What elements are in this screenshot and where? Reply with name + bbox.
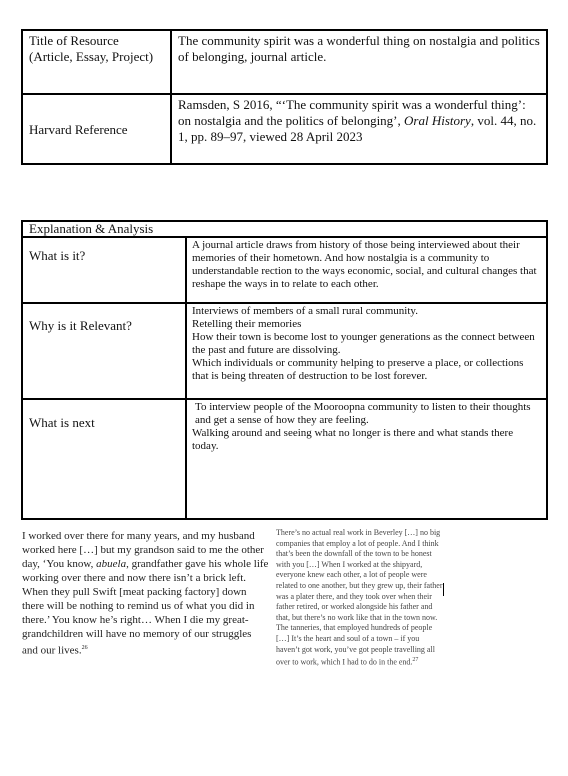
- why-line: Retelling their memories: [192, 318, 302, 330]
- why-row: [22, 303, 547, 399]
- harvard-journal: Oral History: [404, 113, 471, 128]
- harvard-text-start: Ramsden, S 2016, “‘The community spirit was a wonderful thing’: on nostalgia and the politics of belonging’,: [178, 97, 526, 128]
- next-line: To interview people of the Mooroopna community to listen to their thoughts and get a sense of how they are feeling.: [195, 401, 531, 426]
- analysis-header-row: [22, 221, 547, 237]
- quote-left-footnote: 26: [81, 645, 88, 651]
- harvard-text-end: , vol. 44, no. 1, pp. 89–97, viewed 28 April 2023: [178, 113, 537, 144]
- why-value: [186, 303, 547, 399]
- harvard-label: Harvard Reference: [22, 94, 171, 164]
- analysis-table: [21, 220, 548, 520]
- quote-excerpt-left: [22, 529, 270, 658]
- quote-right-text: There’s no actual real work in Beverley […] no big companies that employ a lot of people. And I think that’s been the downfall of the town to be honest with you […] When I worked at the shipyard, everyone knew each other, a lot of people were related to one another, but they grew up, their father was a plater there, and they took over when their father retired, or worked alongside his father and that, but there’s no work like that in the town now. The tanneries, that employed hundreds of people […] It’s the heart and soul of a town – if you haven’t got work, you’ve got people travelling all over to work, which I had to do in the end.: [276, 528, 443, 667]
- next-value: [186, 399, 547, 519]
- quote-left-abuela: abuela: [96, 558, 127, 570]
- next-label: What is next: [22, 399, 186, 519]
- text-cursor: [443, 583, 444, 596]
- quote-left-text-2: , grandfather gave his whole life working over there and now there isn’t a brick left. When they pull Swift [meat packing factory] down there will be nothing to remind us of what you did in there.’ You know he’s right… When I die my great-grandchildren will have no memory of our struggles and our lives.: [22, 558, 269, 657]
- harvard-row: [22, 94, 547, 164]
- quote-left-text-1: I worked over there for many years, and my husband worked here […] but my grandson said to me the other day, ‘You know,: [22, 530, 264, 570]
- title-value: The community spirit was a wonderful thing on nostalgia and politics of belonging, journal article.: [171, 30, 547, 94]
- next-row: [22, 399, 547, 519]
- analysis-header: Explanation & Analysis: [22, 221, 547, 237]
- why-line: How their town is become lost to younger generations as the connect between the past and future are dissolving.: [192, 331, 535, 356]
- why-label: Why is it Relevant?: [22, 303, 186, 399]
- why-line: Which individuals or community helping to preserve a place, or collections that is being threaten of destruction to be lost forever.: [192, 357, 524, 382]
- what-value: A journal article draws from history of those being interviewed about their memories of their hometown. And how nostalgia is a community to understandable rection to the ways economic, social, and cultural changes that reshape the ways in to relate to each other.: [186, 237, 547, 303]
- quote-right-footnote: 27: [412, 657, 419, 664]
- why-line: Interviews of members of a small rural community.: [192, 305, 418, 317]
- harvard-value: [171, 94, 547, 164]
- what-row: [22, 237, 547, 303]
- reference-table: [21, 29, 548, 165]
- title-row: [22, 30, 547, 94]
- what-label: What is it?: [22, 237, 186, 303]
- next-line: Walking around and seeing what no longer is there and what stands there today.: [192, 427, 514, 452]
- title-label: Title of Resource (Article, Essay, Project): [22, 30, 171, 94]
- quote-excerpt-right: [276, 528, 444, 668]
